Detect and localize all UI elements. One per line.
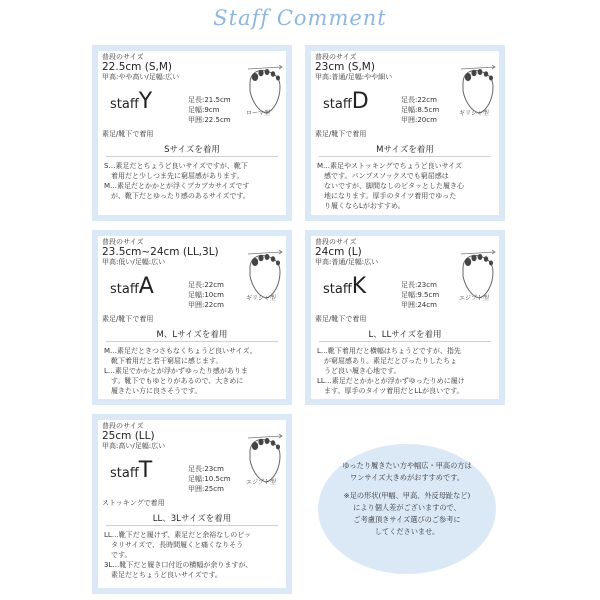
measure-line: 足幅:10cm [188, 291, 224, 299]
foot-type-note: ローマ型 [246, 110, 271, 117]
foot-illustration-icon [244, 250, 286, 302]
wear-condition: ストッキングで着用 [102, 499, 165, 507]
comment-line: LL…靴下だと履けず、素足だと余裕なしのピッ [104, 531, 251, 539]
comment-line: 3L…靴下だと履き口付近の横幅が余りますが、 [104, 561, 253, 569]
staff-letter: T [138, 458, 153, 483]
comment-line: M…素足やストッキングでちょうど良いサイズ [317, 162, 463, 170]
foot-features: 甲高:高い/足幅:広い [102, 442, 166, 450]
usual-size-label: 普段のサイズ [102, 53, 144, 61]
foot-illustration-icon [457, 65, 499, 117]
foot-measurements [188, 464, 231, 494]
staff-prefix: staff [323, 97, 352, 112]
usual-size-block [102, 53, 222, 81]
staff-name [323, 274, 366, 299]
usual-size-block [102, 238, 222, 266]
section-title: M、Lサイズを着用 [156, 330, 228, 340]
divider [319, 156, 491, 157]
staff-letter: Y [138, 89, 153, 114]
staff-letter: K [351, 274, 367, 299]
measure-line: 足長:23cm [188, 465, 224, 473]
measure-line: 甲囲:22.5cm [188, 116, 231, 124]
comment-line: M…素足だとかかとが浮くブカブカサイズです [104, 182, 250, 190]
staff-prefix: staff [110, 282, 139, 297]
foot-type-note: ギリシャ型 [459, 110, 489, 117]
comment-line: L…靴下着用だと横幅はちょうどですが、指先 [317, 347, 461, 355]
measure-line: 甲囲:22cm [188, 301, 224, 309]
usual-size-block [315, 238, 435, 266]
comment-line: ます。厚手のタイツ着用だとLLが良いです。 [317, 387, 464, 395]
staff-card [305, 45, 505, 221]
staff-card [92, 414, 292, 594]
comment-body [104, 161, 282, 201]
measure-line: 足長:22cm [188, 281, 224, 289]
usual-size-value: 23cm (S,M) [315, 61, 375, 73]
usual-size-label: 普段のサイズ [102, 422, 144, 430]
comment-line: 素足だとちょうど良いサイズです。 [104, 571, 222, 579]
card-body [311, 236, 499, 399]
measure-line: 足長:21.5cm [188, 96, 231, 104]
divider [106, 525, 278, 526]
comment-line: す。靴下でもゆとりがあるので、大きめに [104, 377, 244, 385]
usual-size-value: 24cm (L) [315, 246, 362, 258]
comment-line: タリサイズで、長時間履くと痛くなりそう [104, 541, 244, 549]
usual-size-block [315, 53, 435, 81]
staff-prefix: staff [323, 282, 352, 297]
foot-measurements [401, 95, 439, 125]
usual-size-label: 普段のサイズ [102, 238, 144, 246]
comment-line: LL…素足だとかかとが浮かずゆったりめに履け [317, 377, 465, 385]
divider [106, 341, 278, 342]
comment-line: 履きたい方に良さそうです。 [104, 387, 202, 395]
staff-card [305, 230, 505, 405]
comment-body [317, 346, 495, 396]
comment-body [317, 161, 495, 211]
staff-card [92, 230, 292, 405]
foot-features: 甲高:低い/足幅:広い [102, 258, 166, 266]
section-title: LL、3Lサイズを着用 [152, 514, 232, 524]
foot-features: 甲高:普通/足幅:広い [315, 258, 379, 266]
usual-size-label: 普段のサイズ [315, 238, 357, 246]
usual-size-value: 25cm (LL) [102, 430, 155, 442]
note-line: ご考慮頂きサイズ選びのご参考に [353, 515, 461, 524]
staff-name [110, 274, 154, 299]
staff-card [92, 45, 292, 221]
comment-line: が窮屈感あり。素足だとぴったりしたちょ [317, 357, 457, 365]
usual-size-value: 22.5cm (S,M) [102, 61, 172, 73]
foot-illustration-icon [244, 65, 286, 117]
foot-type-note: エジプト型 [459, 295, 490, 302]
staff-prefix: staff [110, 97, 139, 112]
comment-body [104, 530, 282, 580]
comment-body [104, 346, 282, 396]
staff-name [110, 89, 152, 114]
staff-prefix: staff [110, 466, 139, 481]
wear-condition: 素足/靴下で着用 [315, 130, 367, 138]
foot-features: 甲高:普通/足幅:やや細い [315, 73, 393, 81]
divider [106, 156, 278, 157]
card-body [98, 236, 286, 399]
comment-line: が、靴下だとゆったり感のあるサイズです。 [104, 192, 250, 200]
staff-letter: D [351, 89, 369, 114]
foot-type-note: エジプト型 [246, 479, 277, 486]
note-text [318, 460, 496, 538]
comment-line: です。 [104, 551, 132, 559]
section-title: L、LLサイズを着用 [368, 330, 442, 340]
card-body [98, 51, 286, 215]
measure-line: 甲囲:25cm [188, 485, 224, 493]
section-title: Sサイズを着用 [164, 145, 220, 155]
comment-line: ないですが、脚間なしのピタッとした履き心 [317, 182, 464, 190]
comment-line: 地になります。厚手のタイツ着用でゆった [317, 192, 457, 200]
foot-measurements [188, 95, 231, 125]
note-line: ※足の形状(甲幅、甲高、外反母趾など) [343, 491, 471, 500]
page-title: Staff Comment [213, 6, 387, 30]
foot-measurements [188, 280, 224, 310]
card-body [98, 420, 286, 588]
note-line: ゆったり履きたい方や幅広・甲高の方は [342, 461, 472, 470]
note-line: ワンサイズ大きめがおすすめです。 [350, 473, 464, 482]
note-line: により個人差がございますので、 [353, 503, 461, 512]
measure-line: 足幅:10.5cm [188, 475, 231, 483]
note-bubble [318, 444, 496, 574]
measure-line: 足幅:9cm [188, 106, 220, 114]
foot-features: 甲高:やや高い/足幅:広い [102, 73, 180, 81]
section-title: Mサイズを着用 [376, 145, 434, 155]
wear-condition: 素足/靴下で着用 [315, 315, 367, 323]
comment-line: 感です。パンプスソックスでも窮屈感は [317, 172, 449, 180]
wear-condition: 素足/靴下で着用 [102, 130, 154, 138]
measure-line: 足幅:8.5cm [401, 106, 440, 114]
measure-line: 甲囲:20cm [401, 116, 437, 124]
foot-illustration-icon [457, 250, 499, 302]
card-body [311, 51, 499, 215]
comment-line: うど良い履き心地です。 [317, 367, 401, 375]
wear-condition: 素足/靴下で着用 [102, 315, 154, 323]
measure-line: 甲囲:24cm [401, 301, 437, 309]
usual-size-value: 23.5cm~24cm (LL,3L) [102, 246, 219, 258]
comment-line: 靴下着用だと若干窮屈に感じます。 [104, 357, 223, 365]
foot-measurements [401, 280, 439, 310]
comment-line: S…素足だとちょうど良いサイズですが、靴下 [104, 162, 248, 170]
measure-line: 足幅:9.5cm [401, 291, 440, 299]
comment-line: L…素足でかかとが浮かずゆったり感がありま [104, 367, 248, 375]
staff-letter: A [138, 274, 154, 299]
staff-name [323, 89, 369, 114]
foot-illustration-icon [244, 434, 286, 486]
foot-type-note: ギリシャ型 [246, 295, 276, 302]
comment-line: M…素足だときつさもなくちょうど良いサイズ。 [104, 347, 257, 355]
note-line: してくださいませ。 [374, 527, 440, 536]
comment-line: 着用だと少しつま先に窮屈感があります。 [104, 172, 244, 180]
comment-line: り履くならLがおすすめ。 [317, 202, 405, 210]
measure-line: 足長:22cm [401, 96, 437, 104]
usual-size-block [102, 422, 222, 450]
usual-size-label: 普段のサイズ [315, 53, 357, 61]
staff-name [110, 458, 152, 483]
divider [319, 341, 491, 342]
measure-line: 足長:23cm [401, 281, 437, 289]
